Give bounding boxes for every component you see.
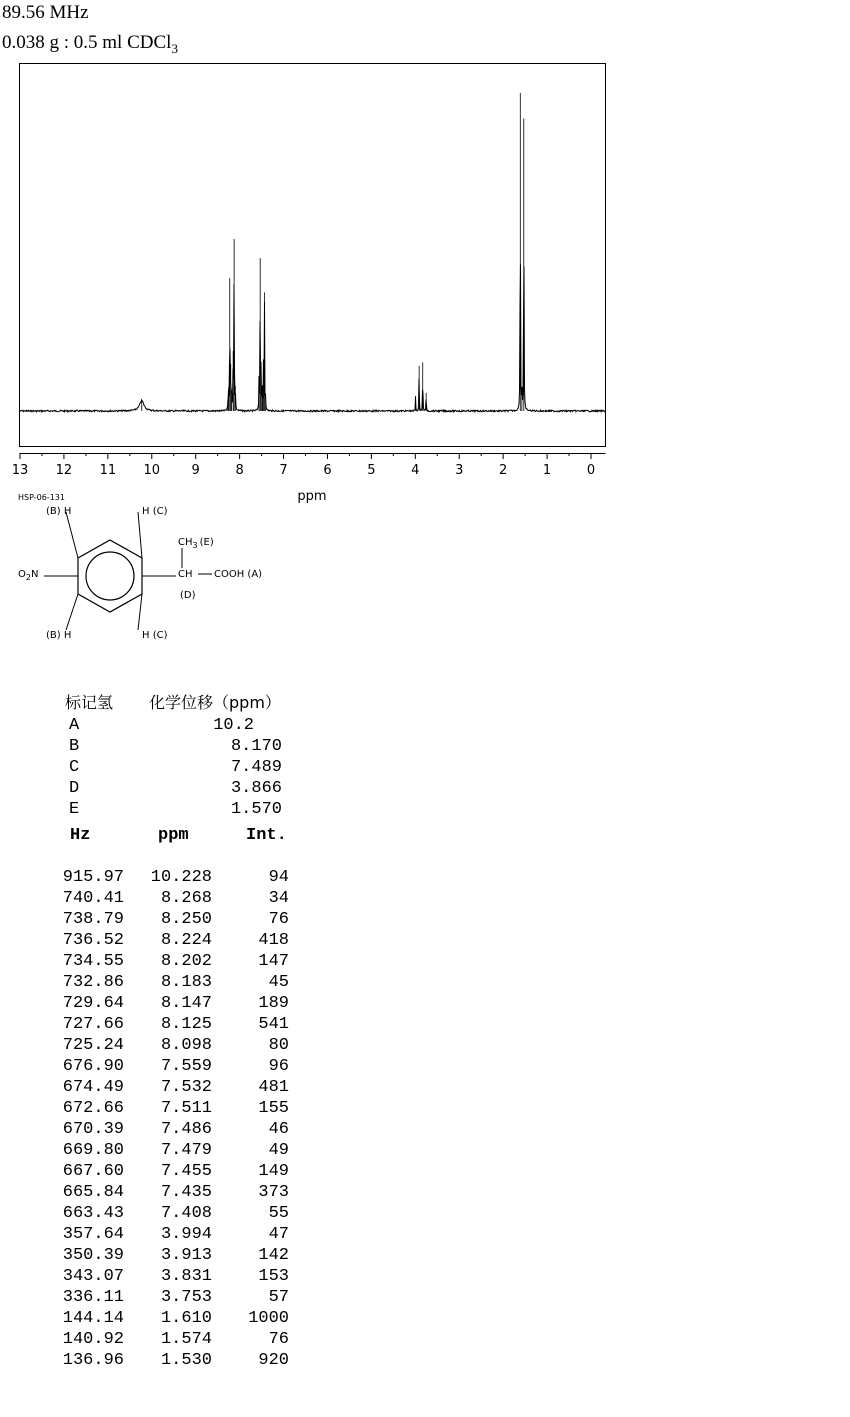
peak-hz: 674.49 — [62, 1078, 124, 1097]
x-tick-label: 0 — [586, 463, 596, 478]
x-tick-label: 7 — [279, 463, 288, 478]
peak-hz: 343.07 — [62, 1267, 124, 1286]
peak-hz: 670.39 — [62, 1120, 124, 1139]
peak-row — [58, 868, 306, 889]
peak-hz: 732.86 — [62, 973, 124, 992]
compound-code: HSP-06-131 — [18, 493, 65, 502]
peak-hz: 676.90 — [62, 1057, 124, 1076]
header-int: Int. — [246, 826, 287, 845]
label-hc-bottom: H (C) — [142, 630, 168, 641]
peak-int: 481 — [258, 1078, 289, 1097]
peak-row — [58, 1162, 306, 1183]
peak-row — [58, 1015, 306, 1036]
x-tick-label: 4 — [411, 463, 420, 478]
peak-ppm: 7.435 — [160, 1183, 212, 1202]
peak-ppm: 1.574 — [160, 1330, 212, 1349]
peak-ppm: 7.486 — [160, 1120, 212, 1139]
label-cooh: COOH (A) — [214, 569, 263, 580]
peak-ppm: 8.183 — [160, 973, 212, 992]
label-ch3-text: CH — [178, 537, 193, 548]
assignment-label: E — [69, 800, 80, 819]
peak-int: 57 — [268, 1288, 289, 1307]
peak-int: 189 — [258, 994, 289, 1013]
label-hc-top: H (C) — [142, 506, 168, 517]
peak-marks — [142, 93, 524, 411]
peak-ppm: 7.408 — [160, 1204, 212, 1223]
peak-ppm: 3.831 — [160, 1267, 212, 1286]
peak-ppm: 8.268 — [160, 889, 212, 908]
peak-ppm: 8.224 — [160, 931, 212, 950]
peak-hz: 667.60 — [62, 1162, 124, 1181]
peak-int: 96 — [268, 1057, 289, 1076]
label-ch3-sub: 3 — [192, 541, 198, 550]
assignment-label: B — [69, 737, 80, 756]
peak-int: 49 — [268, 1141, 289, 1160]
spectrum-trace — [20, 264, 605, 411]
x-tick-label: 10 — [143, 463, 161, 478]
peak-row — [58, 910, 306, 931]
peak-hz: 136.96 — [62, 1351, 124, 1370]
peak-int: 47 — [268, 1225, 289, 1244]
peak-int: 46 — [268, 1120, 289, 1139]
peak-row — [58, 1141, 306, 1162]
peak-row — [58, 1330, 306, 1351]
header-ppm: ppm — [158, 826, 189, 845]
peak-hz: 350.39 — [62, 1246, 124, 1265]
peak-ppm: 3.753 — [160, 1288, 212, 1307]
peak-int: 920 — [258, 1351, 289, 1370]
chemical-structure — [0, 488, 300, 653]
x-tick-label: 2 — [499, 463, 508, 478]
sample-subscript: 3 — [171, 40, 178, 56]
peak-hz: 669.80 — [62, 1141, 124, 1160]
x-tick-label: 11 — [99, 463, 117, 478]
assignment-row — [65, 758, 282, 779]
peak-row — [58, 1246, 306, 1267]
peak-int: 418 — [258, 931, 289, 950]
peak-int: 55 — [268, 1204, 289, 1223]
x-axis-label: ppm — [297, 489, 327, 504]
assignment-row — [65, 737, 282, 758]
peak-row — [58, 1309, 306, 1330]
peak-ppm: 10.228 — [150, 868, 212, 887]
peak-int: 45 — [268, 973, 289, 992]
peak-row — [58, 1036, 306, 1057]
peak-list-header — [58, 826, 306, 847]
peak-row — [58, 1099, 306, 1120]
peak-int: 76 — [268, 1330, 289, 1349]
peak-row — [58, 1183, 306, 1204]
bond-hc-bottom — [138, 594, 142, 630]
label-e: (E) — [199, 537, 214, 548]
label-no2-sub: 2 — [25, 573, 31, 582]
peak-int: 34 — [268, 889, 289, 908]
peak-hz: 738.79 — [62, 910, 124, 929]
assignment-header — [65, 690, 282, 716]
peak-ppm: 1.610 — [160, 1309, 212, 1328]
peak-ppm: 8.125 — [160, 1015, 212, 1034]
peak-rows — [58, 868, 306, 1372]
peak-hz: 663.43 — [62, 1204, 124, 1223]
peak-ppm: 3.994 — [160, 1225, 212, 1244]
peak-hz: 734.55 — [62, 952, 124, 971]
peak-row — [58, 1225, 306, 1246]
x-tick-label: 8 — [235, 463, 244, 478]
peak-hz: 736.52 — [62, 931, 124, 950]
peak-int: 541 — [258, 1015, 289, 1034]
assignment-row — [65, 779, 282, 800]
benzene-ring — [78, 540, 142, 612]
peak-hz: 915.97 — [62, 868, 124, 887]
peak-ppm: 7.511 — [160, 1099, 212, 1118]
label-ch: CH — [178, 569, 193, 580]
peak-int: 94 — [268, 868, 289, 887]
peak-row — [58, 1288, 306, 1309]
peak-row — [58, 889, 306, 910]
x-tick-label: 9 — [191, 463, 200, 478]
bond-hb-top — [66, 512, 78, 558]
x-tick-label: 13 — [11, 463, 29, 478]
assignment-label: A — [69, 716, 80, 735]
peak-hz: 740.41 — [62, 889, 124, 908]
label-ch3 — [178, 537, 214, 550]
peak-int: 76 — [268, 910, 289, 929]
peak-int: 142 — [258, 1246, 289, 1265]
x-tick-label: 1 — [542, 463, 552, 478]
peak-row — [58, 973, 306, 994]
assignment-shift: 10.2 — [213, 716, 254, 735]
peak-hz: 672.66 — [62, 1099, 124, 1118]
peak-ppm: 7.479 — [160, 1141, 212, 1160]
peak-int: 147 — [258, 952, 289, 971]
assignment-row — [65, 800, 282, 821]
peak-int: 149 — [258, 1162, 289, 1181]
label-hb-bottom: (B) H — [46, 630, 72, 641]
assignment-label: D — [69, 779, 80, 798]
x-tick-label: 6 — [323, 463, 332, 478]
bond-hb-bottom — [66, 594, 78, 630]
sample-text: 0.038 g : 0.5 ml CDCl — [2, 32, 172, 53]
spectrometer-frequency: 89.56 MHz — [2, 2, 89, 23]
col-shift-header: 化学位移（ppm） — [149, 693, 281, 712]
peak-ppm: 7.455 — [160, 1162, 212, 1181]
peak-hz: 665.84 — [62, 1183, 124, 1202]
aromatic-circle — [86, 552, 134, 600]
assignment-shift: 3.866 — [230, 779, 282, 798]
label-no2-o: O — [18, 569, 26, 580]
label-hb-top: (B) H — [46, 506, 72, 517]
peak-row — [58, 1267, 306, 1288]
peak-ppm: 8.147 — [160, 994, 212, 1013]
peak-hz: 357.64 — [62, 1225, 124, 1244]
x-tick-label: 5 — [367, 463, 376, 478]
assignment-table — [65, 690, 282, 821]
peak-row — [58, 1057, 306, 1078]
peak-hz: 725.24 — [62, 1036, 124, 1055]
bond-hc-top — [138, 512, 142, 558]
peak-int: 155 — [258, 1099, 289, 1118]
peak-ppm: 1.530 — [160, 1351, 212, 1370]
x-tick-label: 3 — [455, 463, 464, 478]
peak-row — [58, 1204, 306, 1225]
plot-frame — [20, 64, 606, 447]
peak-row — [58, 994, 306, 1015]
peak-hz: 729.64 — [62, 994, 124, 1013]
assignment-shift: 7.489 — [230, 758, 282, 777]
peak-ppm: 7.532 — [160, 1078, 212, 1097]
label-no2 — [18, 569, 38, 582]
peak-hz: 336.11 — [62, 1288, 124, 1307]
peak-int: 373 — [258, 1183, 289, 1202]
header-hz: Hz — [70, 826, 91, 845]
peak-ppm: 3.913 — [160, 1246, 212, 1265]
nmr-spectrum-chart — [0, 0, 850, 510]
x-tick-label: 12 — [55, 463, 73, 478]
peak-ppm: 8.250 — [160, 910, 212, 929]
assignment-shift: 1.570 — [230, 800, 282, 819]
peak-list-table — [58, 826, 306, 1372]
peak-row — [58, 931, 306, 952]
peak-row — [58, 1351, 306, 1372]
peak-hz: 144.14 — [62, 1309, 124, 1328]
assignment-row — [65, 716, 282, 737]
peak-ppm: 7.559 — [160, 1057, 212, 1076]
assignment-label: C — [69, 758, 80, 777]
assignment-shift: 8.170 — [230, 737, 282, 756]
peak-hz: 727.66 — [62, 1015, 124, 1034]
peak-int: 153 — [258, 1267, 289, 1286]
x-axis-tick-labels — [12, 463, 595, 478]
peak-int: 80 — [268, 1036, 289, 1055]
label-no2-n: N — [30, 569, 39, 580]
peak-hz: 140.92 — [62, 1330, 124, 1349]
peak-row — [58, 1120, 306, 1141]
peak-ppm: 8.202 — [160, 952, 212, 971]
peak-row — [58, 952, 306, 973]
peak-int: 1000 — [248, 1309, 289, 1328]
col-label-header: 标记氢 — [65, 693, 114, 712]
peak-ppm: 8.098 — [160, 1036, 212, 1055]
peak-row — [58, 1078, 306, 1099]
label-d: (D) — [180, 590, 196, 601]
